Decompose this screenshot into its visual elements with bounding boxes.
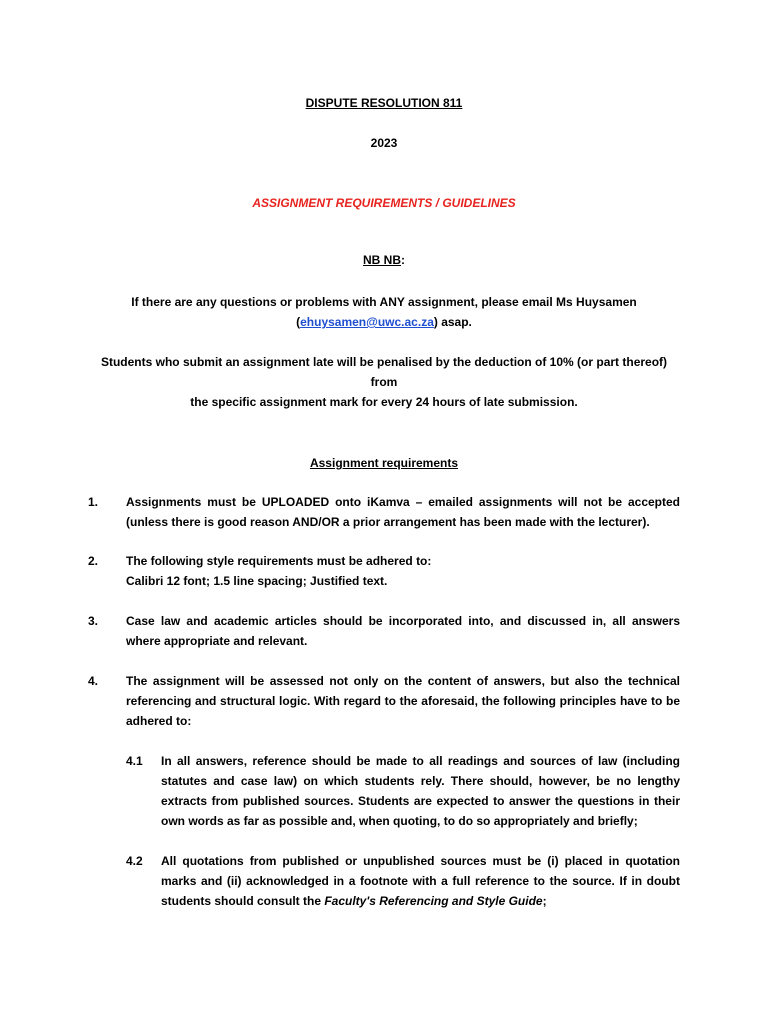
item-number: 2.	[88, 554, 99, 568]
item-text	[126, 551, 680, 591]
requirement-item-1	[88, 492, 680, 532]
item-number: 1.	[88, 495, 99, 509]
item-emphasis: have to	[619, 694, 663, 708]
requirement-subitem-4-1	[126, 751, 680, 831]
item-text: Case law and academic articles should be incorporated into, and discussed in, all answers where appropriate and relevant.	[126, 614, 680, 648]
item-rest: be adhered to:	[345, 554, 432, 568]
subitem-end: ;	[542, 894, 547, 908]
requirement-item-3	[88, 611, 680, 651]
item-text	[126, 492, 680, 532]
item-number: 3.	[88, 614, 99, 628]
subitem-number: 4.2	[126, 854, 143, 868]
item-text	[126, 671, 680, 731]
late-policy	[88, 352, 680, 412]
item-number: 4.	[88, 674, 99, 688]
subitem-lead: All quotations from published or unpublished sources must be (i) placed in quotation marks and (ii) acknowledged in a footnote with a full reference to the source. If in doubt students should consult the	[161, 854, 680, 908]
course-title: DISPUTE RESOLUTION 811	[305, 96, 463, 110]
item-lead: The assignment will be assessed not only on the content of answers, but also the technical referencing and structural logic. With regard to the aforesaid, the following principles	[126, 674, 680, 708]
item-emphasis: must be UPLOADED onto iKamva	[207, 495, 410, 509]
contact-email-link[interactable]: ehuysamen@uwc.ac.za	[300, 315, 434, 329]
item-rest: be adhered to:	[126, 694, 680, 728]
guidelines-subtitle: ASSIGNMENT REQUIREMENTS / GUIDELINES	[252, 196, 516, 210]
notice-close: ) asap.	[433, 315, 472, 329]
requirement-item-4	[88, 671, 680, 731]
year-heading: 2023	[370, 136, 398, 150]
requirement-item-2	[88, 551, 680, 591]
nb-heading	[88, 250, 680, 270]
item-lead: Assignments	[126, 495, 208, 509]
contact-notice	[88, 292, 680, 332]
subitem-text: In all answers, reference should be made to all readings and sources of law (including statutes and case law) on which students rely. There should, however, be no lengthy extracts from published sources. Students are expected to answer the questions in their own words as far as possible and, when quoting, to do so appropriately and briefly;	[161, 754, 680, 828]
late-policy-line1: Students who submit an assignment late will be penalised by the deduction of 10% (or part thereof) from	[100, 355, 668, 389]
subitem-text	[161, 851, 680, 911]
nb-colon: :	[401, 253, 405, 267]
contact-notice-line1: If there are any questions or problems with ANY assignment, please email Ms Huysamen	[131, 295, 637, 309]
subitem-number: 4.1	[126, 754, 143, 768]
section-heading: Assignment requirements	[309, 456, 459, 470]
item-line1	[126, 551, 680, 571]
item-lead: The following style requirements	[126, 554, 317, 568]
contact-notice-line2	[88, 312, 680, 332]
nb-label: NB NB	[363, 253, 401, 267]
open-paren: (	[296, 315, 301, 329]
item-line2: Calibri 12 font; 1.5 line spacing; Justified text.	[126, 574, 388, 588]
style-guide-title: Faculty's Referencing and Style Guide	[324, 894, 543, 908]
late-policy-line2: the specific assignment mark for every 24 hours of late submission.	[190, 395, 578, 409]
item-emphasis: must	[316, 554, 346, 568]
requirement-subitem-4-2	[126, 851, 680, 911]
item-rest: – emailed assignments will not be accepted (unless there is good reason AND/OR a prior arrangement has been made with the lecturer).	[126, 495, 680, 529]
